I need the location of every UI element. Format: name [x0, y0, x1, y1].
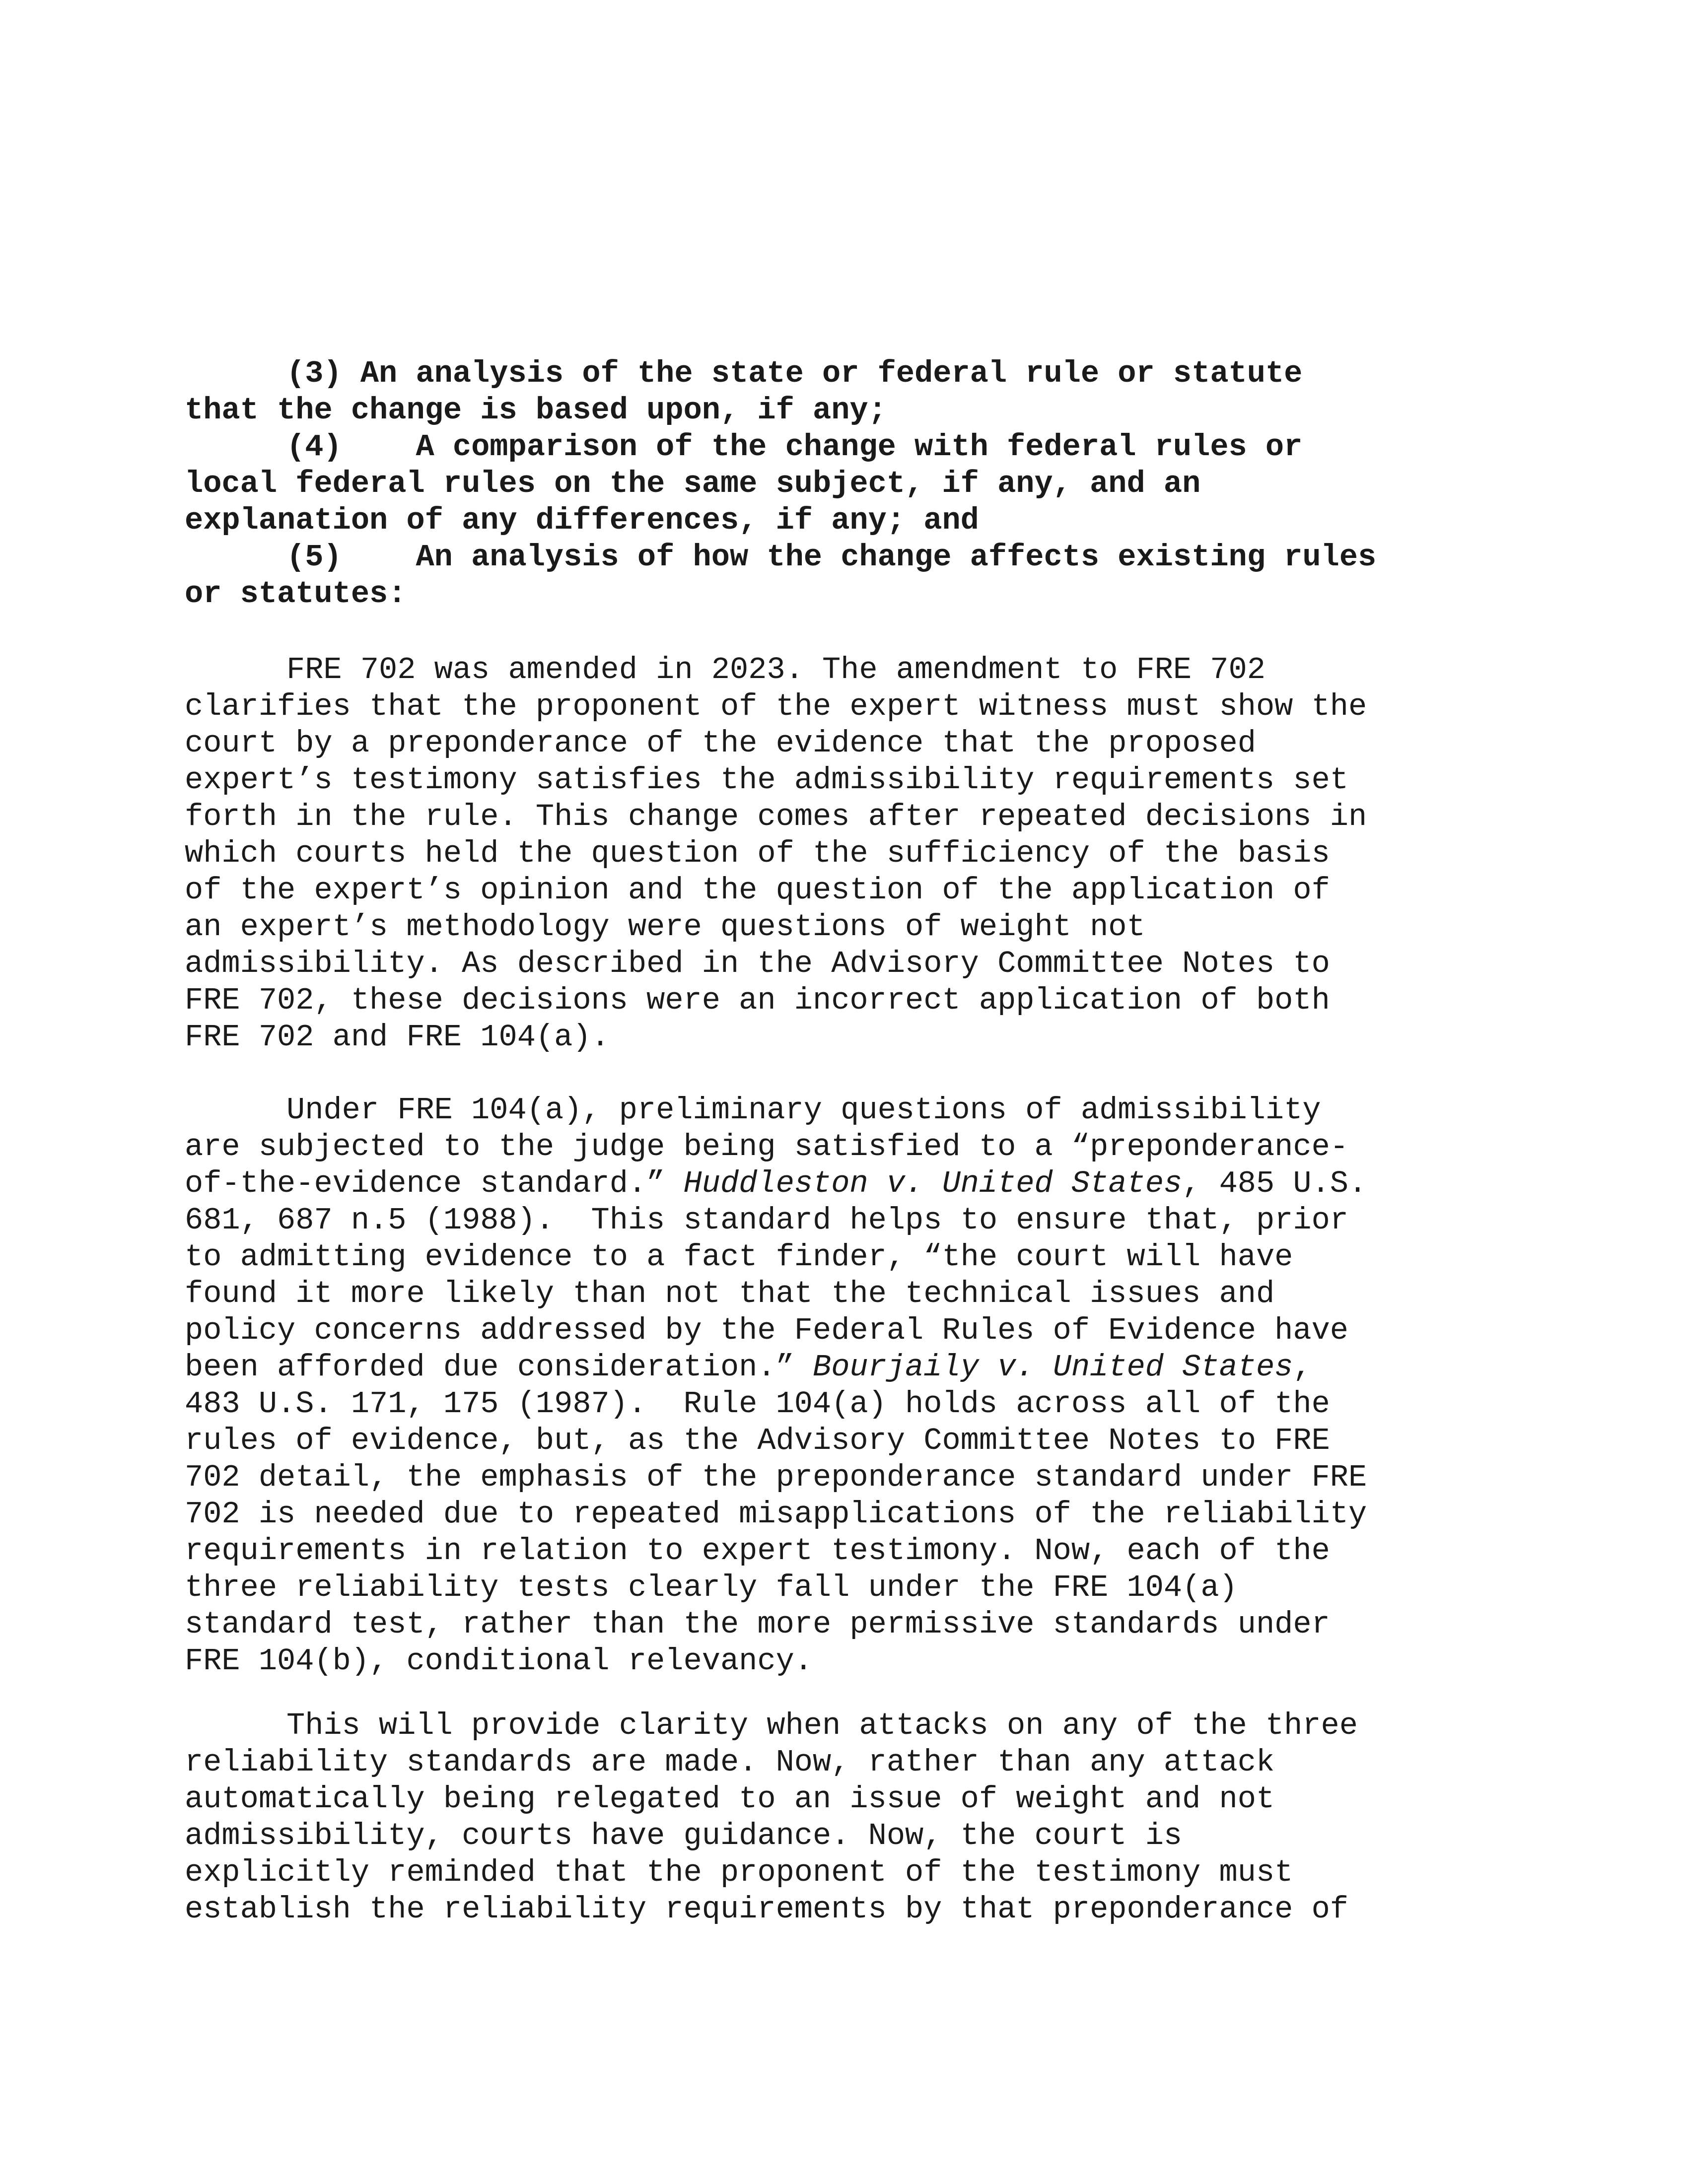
body-text: Under FRE 104(a), preliminary questions of admissibility	[286, 1092, 1321, 1128]
body-text: of-the-evidence standard.”	[185, 1166, 684, 1201]
paragraph-3-line	[185, 1707, 1358, 1744]
paragraph-2-line	[185, 1129, 1348, 1165]
body-text: expert’s testimony satisfies the admissibility requirements set	[185, 762, 1348, 798]
heading-gap	[342, 540, 416, 575]
body-text: 681, 687 n.5 (1988). This standard helps to ensure that, prior	[185, 1203, 1348, 1238]
paragraph-1-line	[185, 652, 1266, 688]
body-text: FRE 702 and FRE 104(a).	[185, 1020, 610, 1055]
body-text: court by a preponderance of the evidence that the proposed	[185, 726, 1256, 761]
body-text: FRE 702 was amended in 2023. The amendment to FRE 702	[286, 652, 1266, 687]
paragraph-2-line	[185, 1570, 1238, 1606]
body-text: three reliability tests clearly fall under the FRE 104(a)	[185, 1570, 1238, 1605]
heading-continuation	[185, 576, 406, 613]
body-text: reliability standards are made. Now, rather than any attack	[185, 1745, 1275, 1780]
paragraph-2-line	[185, 1165, 1367, 1202]
body-text: , 485 U.S.	[1182, 1166, 1367, 1201]
body-text: ,	[1293, 1350, 1312, 1385]
heading-text: explanation of any differences, if any; and	[185, 503, 979, 538]
paragraph-2-line	[185, 1533, 1330, 1570]
heading-text: that the change is based upon, if any;	[185, 393, 887, 428]
body-text: policy concerns addressed by the Federal Rules of Evidence have	[185, 1313, 1348, 1348]
paragraph-2-line	[185, 1312, 1348, 1349]
heading-number: (4)	[286, 429, 342, 465]
body-text: are subjected to the judge being satisfied to a “preponderance-	[185, 1129, 1348, 1164]
body-text: explicitly reminded that the proponent of the testimony must	[185, 1855, 1293, 1890]
case-citation: Huddleston v. United States	[683, 1166, 1183, 1201]
paragraph-3-line	[185, 1744, 1274, 1781]
body-text: found it more likely than not that the technical issues and	[185, 1276, 1275, 1311]
paragraph-1-line	[185, 799, 1367, 835]
paragraph-2-line	[185, 1423, 1330, 1459]
heading-text: An analysis of the state or federal rule or statute	[360, 356, 1303, 391]
heading-text: A comparison of the change with federal rules or	[416, 429, 1303, 465]
paragraph-1-line	[185, 725, 1256, 762]
body-text: automatically being relegated to an issue of weight and not	[185, 1781, 1275, 1817]
body-text: to admitting evidence to a fact finder, “the court will have	[185, 1239, 1293, 1275]
paragraph-2-line	[185, 1239, 1293, 1276]
paragraph-2-line	[185, 1386, 1330, 1423]
body-text: standard test, rather than the more permissive standards under	[185, 1607, 1330, 1642]
heading-gap	[342, 429, 416, 465]
heading-text: or statutes:	[185, 576, 407, 612]
paragraph-1-line	[185, 946, 1330, 982]
heading-text: local federal rules on the same subject, if any, and an	[185, 466, 1201, 501]
heading-continuation	[185, 502, 979, 539]
paragraph-2-line	[185, 1459, 1367, 1496]
paragraph-2-line	[185, 1202, 1348, 1239]
body-text: admissibility, courts have guidance. Now, the court is	[185, 1818, 1183, 1853]
heading-5	[185, 539, 1376, 576]
paragraph-1-line	[185, 762, 1348, 799]
paragraph-1-line	[185, 982, 1330, 1019]
paragraph-3-line	[185, 1891, 1348, 1928]
heading-4	[185, 429, 1302, 466]
paragraph-3-line	[185, 1818, 1182, 1854]
body-text: FRE 104(b), conditional relevancy.	[185, 1643, 813, 1679]
heading-number: (3)	[286, 356, 342, 391]
paragraph-1-line	[185, 688, 1367, 725]
body-text: rules of evidence, but, as the Advisory Committee Notes to FRE	[185, 1423, 1330, 1458]
heading-number: (5)	[286, 540, 342, 575]
body-text: establish the reliability requirements by that preponderance of	[185, 1892, 1348, 1927]
paragraph-1-line	[185, 835, 1330, 872]
body-text: been afforded due consideration.”	[185, 1350, 813, 1385]
body-text: 702 is needed due to repeated misapplications of the reliability	[185, 1497, 1367, 1532]
paragraph-1-line	[185, 1019, 610, 1056]
body-text: 483 U.S. 171, 175 (1987). Rule 104(a) holds across all of the	[185, 1386, 1330, 1422]
paragraph-1-line	[185, 872, 1330, 909]
heading-continuation	[185, 392, 887, 429]
paragraph-2-line	[185, 1496, 1367, 1533]
paragraph-1-line	[185, 909, 1145, 946]
body-text: an expert’s methodology were questions of weight not	[185, 909, 1145, 945]
body-text: FRE 702, these decisions were an incorrect application of both	[185, 983, 1330, 1018]
heading-text: An analysis of how the change affects existing rules	[416, 540, 1377, 575]
body-text: which courts held the question of the sufficiency of the basis	[185, 836, 1330, 871]
paragraph-2-line	[185, 1092, 1321, 1129]
paragraph-2-line	[185, 1276, 1274, 1312]
body-text: 702 detail, the emphasis of the preponderance standard under FRE	[185, 1460, 1367, 1495]
paragraph-3-line	[185, 1854, 1293, 1891]
paragraph-2-line	[185, 1349, 1312, 1386]
case-citation: Bourjaily v. United States	[813, 1350, 1293, 1385]
paragraph-2-line	[185, 1643, 813, 1680]
heading-continuation	[185, 466, 1200, 502]
body-text: of the expert’s opinion and the question of the application of	[185, 873, 1330, 908]
heading-3	[185, 355, 1302, 392]
heading-gap	[342, 356, 360, 391]
body-text: forth in the rule. This change comes after repeated decisions in	[185, 799, 1367, 834]
paragraph-3-line	[185, 1781, 1274, 1818]
body-text: clarifies that the proponent of the expert witness must show the	[185, 689, 1367, 724]
body-text: admissibility. As described in the Advisory Committee Notes to	[185, 946, 1330, 981]
paragraph-2-line	[185, 1606, 1330, 1643]
body-text: This will provide clarity when attacks on any of the three	[286, 1708, 1358, 1743]
body-text: requirements in relation to expert testimony. Now, each of the	[185, 1533, 1330, 1569]
